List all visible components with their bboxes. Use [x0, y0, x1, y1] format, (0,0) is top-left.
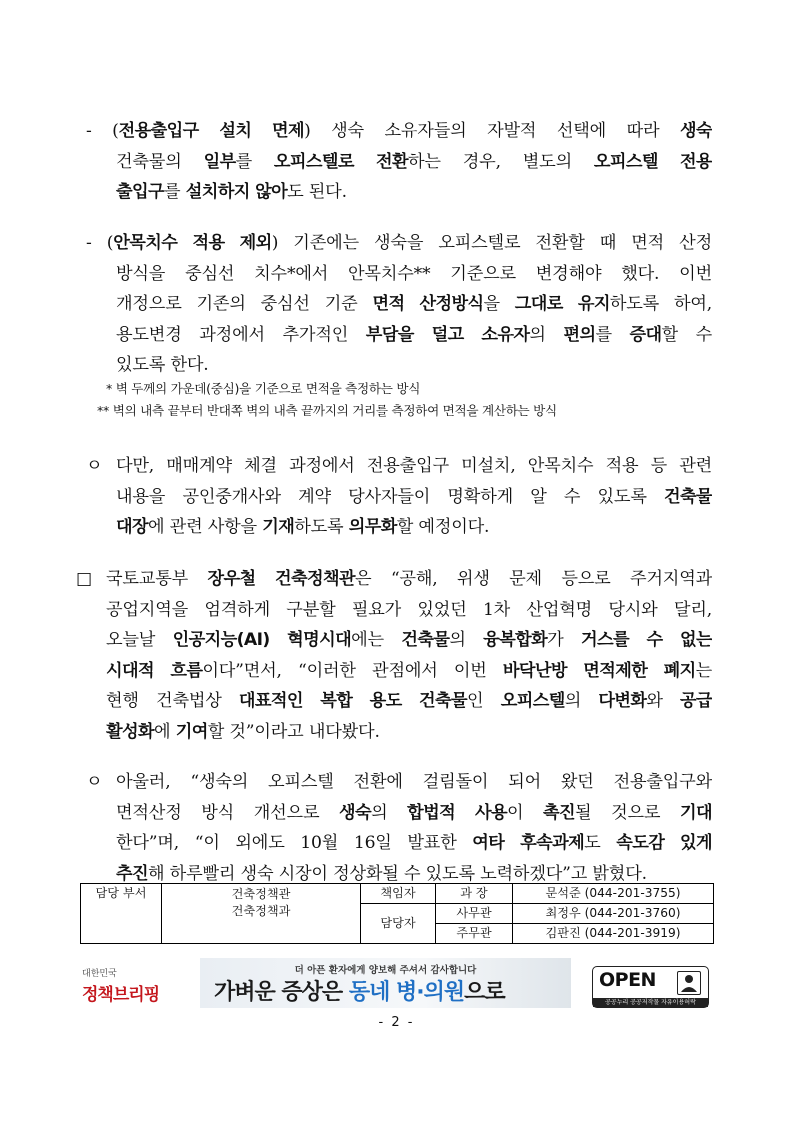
paragraph-disclosure — [86, 451, 712, 543]
line: 대장에 관련 사항을 기재하도록 의무화할 예정이다. — [116, 517, 490, 537]
contact-title: 과 장 — [436, 884, 513, 904]
contact-name: 문석준 (044-201-3755) — [513, 884, 714, 904]
dept-name-1: 건축정책관 — [231, 887, 291, 901]
logo-subtitle: 대한민국 — [82, 969, 117, 979]
line: 개정으로 기존의 중심선 기준 면적 산정방식을 그대로 유지하도록 하여, — [116, 294, 712, 314]
campaign-banner[interactable] — [200, 958, 571, 1008]
paragraph-inner-dimension — [86, 228, 712, 381]
line: 시대적 흐름이다”면서, “이러한 관점에서 이번 바닥난방 면적제한 폐지는 — [106, 660, 712, 681]
logo-title: 정책브리핑 — [82, 985, 160, 1005]
policy-briefing-logo[interactable] — [82, 966, 168, 1014]
staff-label: 담당자 — [361, 904, 436, 944]
contact-name: 최정우 (044-201-3760) — [513, 904, 714, 924]
campaign-banner-title: 가벼운 증상은 동네 병·의원으로 — [214, 980, 505, 1005]
paragraph-official-quote — [76, 564, 712, 747]
line: 오늘날 인공지능(AI) 혁명시대에는 건축물의 융복합화가 거스를 수 없는 — [106, 630, 712, 650]
bullet-marker: ㅇ — [86, 456, 103, 476]
footnote-inner-dimension: ** 벽의 내측 끝부터 반대쪽 벽의 내측 끝까지의 거리를 측정하여 면적을 계산하는 방식 — [97, 403, 557, 418]
dept-name-2: 건축정책과 — [231, 904, 291, 918]
line: 내용을 공인중개사와 계약 당사자들이 명확하게 알 수 있도록 건축물 — [116, 486, 712, 507]
line: 현행 건축법상 대표적인 복합 용도 건축물인 오피스텔의 다변화와 공급 — [106, 691, 712, 711]
open-license-text: OPEN — [599, 969, 656, 991]
line: 용도변경 과정에서 추가적인 부담을 덜고 소유자의 편의를 증대할 수 — [116, 324, 712, 345]
responsible-label: 책임자 — [361, 884, 436, 904]
line: - (전용출입구 설치 면제) 생숙 소유자들의 자발적 선택에 따라 생숙 — [86, 121, 712, 141]
contact-title: 주무관 — [436, 924, 513, 944]
line: 추진해 하루빨리 생숙 시장이 정상화될 수 있도록 노력하겠다”고 밝혔다. — [116, 863, 647, 884]
line: - (안목치수 적용 제외) 기존에는 생숙을 오피스텔로 전환할 때 면적 산정 — [86, 233, 712, 253]
bullet-marker: ㅇ — [86, 772, 103, 792]
dept-names — [162, 884, 361, 944]
dept-label: 담당 부서 — [81, 884, 162, 944]
campaign-banner-subtitle: 더 아픈 환자에게 양보해 주셔서 감사합니다 — [294, 965, 477, 976]
section-marker: □ — [76, 569, 93, 589]
footnote-center-line: * 벽 두께의 가운데(중심)을 기준으로 면적을 측정하는 방식 — [106, 381, 421, 396]
open-license-strip: 공공누리 공공저작물 자유이용허락 — [593, 998, 708, 1007]
page-number: - 2 - — [378, 1015, 415, 1030]
line: 한다”며, “이 외에도 10월 16일 발표한 여타 후속과제도 속도감 있게 — [116, 833, 712, 853]
line: 면적산정 방식 개선으로 생숙의 합법적 사용이 촉진될 것으로 기대 — [116, 802, 712, 823]
contact-title: 사무관 — [436, 904, 513, 924]
line: 방식을 중심선 치수*에서 안목치수** 기준으로 변경해야 했다. 이번 — [116, 263, 712, 284]
line: □ 국토교통부 장우철 건축정책관은 “공해, 위생 문제 등으로 주거지역과 — [76, 564, 712, 595]
contact-table — [80, 883, 714, 944]
contact-name: 김판진 (044-201-3919) — [513, 924, 714, 944]
paragraph-expectation — [86, 767, 712, 889]
line: 공업지역을 엄격하게 구분할 필요가 있었던 1차 산업혁명 당시와 달리, — [106, 599, 712, 620]
line: ㅇ 아울러, “생숙의 오피스텔 전환에 걸림돌이 되어 왔던 전용출입구와 — [86, 767, 712, 798]
line: 있도록 한다. — [116, 355, 209, 375]
open-license-badge[interactable] — [592, 966, 709, 1008]
line: 출입구를 설치하지 않아도 된다. — [116, 182, 347, 202]
person-icon — [677, 971, 701, 995]
paragraph-entrance-exemption — [86, 116, 712, 208]
line: ㅇ 다만, 매매계약 체결 과정에서 전용출입구 미설치, 안목치수 적용 등 관련 — [86, 451, 712, 482]
line: 건축물의 일부를 오피스텔로 전환하는 경우, 별도의 오피스텔 전용 — [116, 151, 712, 172]
line: 활성화에 기여할 것”이라고 내다봤다. — [106, 721, 380, 742]
